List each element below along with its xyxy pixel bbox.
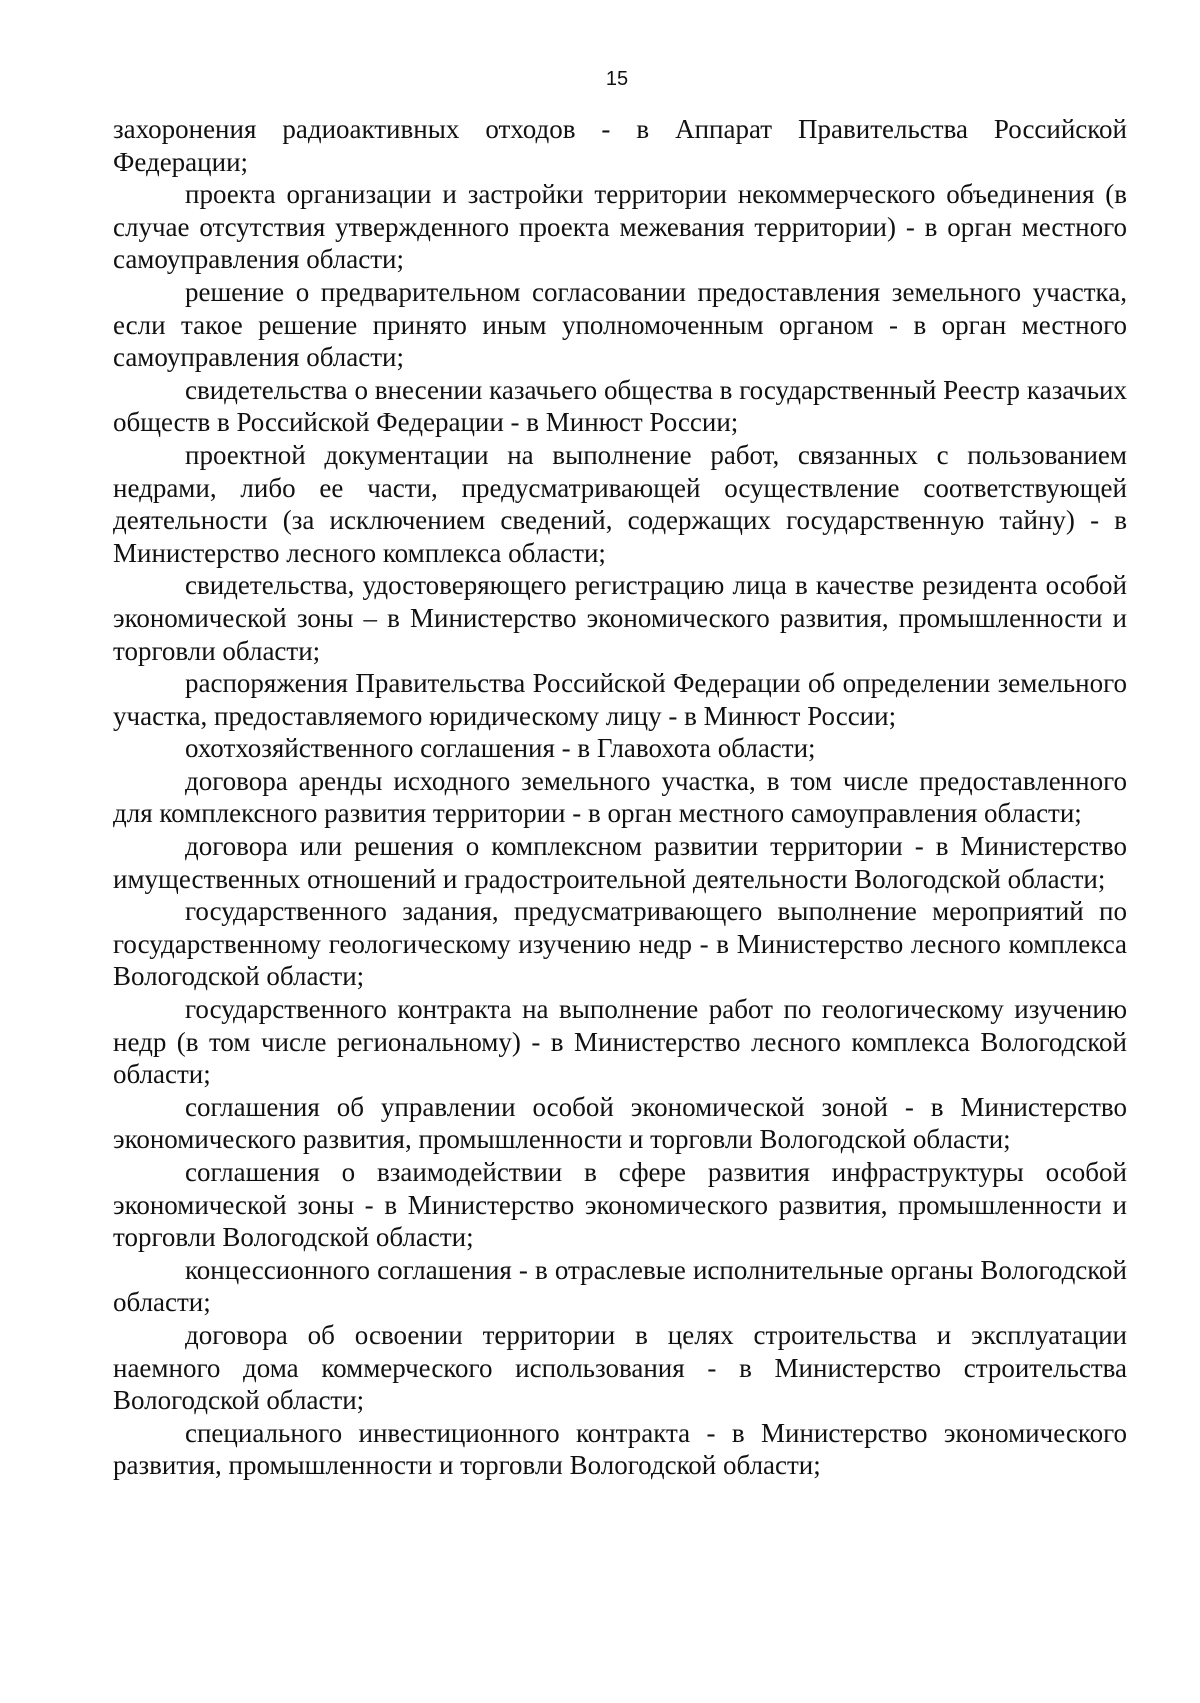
paragraph: концессионного соглашения - в отраслевые исполнительные органы Вологодской области;	[113, 1254, 1127, 1318]
paragraph: специального инвестиционного контракта - в Министерство экономического развития, промышленности и торговли Вологодской области;	[113, 1417, 1127, 1481]
paragraph: соглашения об управлении особой экономической зоной - в Министерство экономического развития, промышленности и торговли Вологодской области;	[113, 1091, 1127, 1155]
document-body	[113, 113, 1127, 1482]
paragraph: государственного задания, предусматривающего выполнение мероприятий по государственному геологическому изучению недр - в Министерство лесного комплекса Вологодской области;	[113, 896, 1127, 992]
paragraph: решение о предварительном согласовании предоставления земельного участка, если такое решение принято иным уполномоченным органом - в орган местного самоуправления области;	[113, 276, 1127, 373]
paragraph: проектной документации на выполнение работ, связанных с пользованием недрами, либо ее части, предусматривающей осуществление соответствующей деятельности (за исключением сведений, содержащих государственную тайну) - в Министерство лесного комплекса области;	[113, 439, 1127, 568]
paragraph: договора об освоении территории в целях строительства и эксплуатации наемного дома коммерческого использования - в Министерство строительства Вологодской области;	[113, 1319, 1127, 1416]
paragraph: соглашения о взаимодействии в сфере развития инфраструктуры особой экономической зоны - в Министерство экономического развития, промышленности и торговли Вологодской области;	[113, 1157, 1127, 1253]
paragraph: свидетельства о внесении казачьего общества в государственный Реестр казачьих обществ в Российской Федерации - в Минюст России;	[113, 374, 1127, 438]
paragraph: охотхозяйственного соглашения - в Главохота области;	[185, 733, 816, 764]
paragraph: государственного контракта на выполнение работ по геологическому изучению недр (в том числе региональному) - в Министерство лесного комплекса Вологодской области;	[113, 994, 1127, 1090]
paragraph: захоронения радиоактивных отходов - в Аппарат Правительства Российской Федерации;	[113, 114, 1127, 177]
paragraph: свидетельства, удостоверяющего регистрацию лица в качестве резидента особой экономической зоны – в Министерство экономического развития, промышленности и торговли области;	[113, 570, 1127, 666]
paragraph: распоряжения Правительства Российской Федерации об определении земельного участка, предоставляемого юридическому лицу - в Минюст России;	[113, 668, 1127, 731]
paragraph: договора или решения о комплексном развитии территории - в Министерство имущественных отношений и градостроительной деятельности Вологодской области;	[113, 831, 1127, 894]
page-number: 15	[605, 68, 629, 90]
paragraph: договора аренды исходного земельного участка, в том числе предоставленного для комплексного развития территории - в орган местного самоуправления области;	[113, 765, 1127, 829]
paragraph: проекта организации и застройки территории некоммерческого объединения (в случае отсутствия утвержденного проекта межевания территории) - в орган местного самоуправления области;	[113, 179, 1127, 275]
